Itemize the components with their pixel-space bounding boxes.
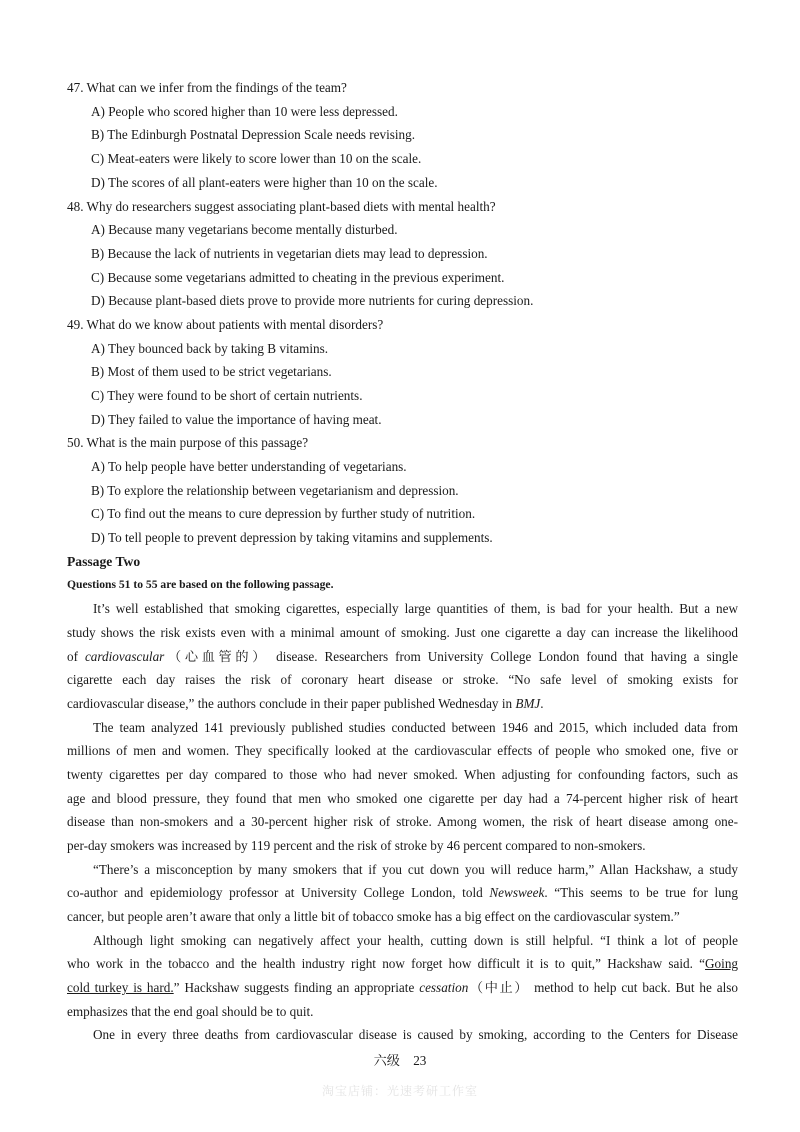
paragraph-line: twenty cigarettes per day compared to those who had never smoked. When adjusting for confounding factors, such as (67, 767, 738, 782)
chinese-gloss: （中止） (468, 980, 530, 995)
page-number: 23 (413, 1053, 427, 1068)
term-cessation: cessation (419, 980, 469, 995)
exam-level: 六级 (373, 1053, 400, 1068)
question-stem: 49. What do we know about patients with mental disorders? (67, 317, 384, 332)
paragraph-line: millions of men and women. They specifically looked at the cardiovascular effects of people who smoked one, five or (67, 743, 738, 758)
option-d: D) To tell people to prevent depression by taking vitamins and supplements. (91, 530, 493, 545)
paragraph-line: disease than non-smokers and a 30-percent higher risk of stroke. Among women, the risk of heart disease among one- (67, 814, 738, 829)
passage-title: Passage Two (67, 554, 141, 569)
option-b: B) Most of them used to be strict vegetarians. (91, 364, 332, 379)
chinese-gloss: （心血管的） (164, 649, 270, 664)
paragraph-line (67, 980, 738, 996)
option-a: A) They bounced back by taking B vitamins. (91, 341, 329, 356)
page-footer (0, 1050, 800, 1069)
option-c: C) They were found to be short of certain nutrients. (91, 388, 363, 403)
option-d: D) They failed to value the importance of having meat. (91, 412, 382, 427)
paragraph-line (67, 649, 738, 665)
text-run: . “This seems to be true for lung (544, 885, 738, 900)
paragraph-line (67, 956, 738, 972)
option-d: D) Because plant-based diets prove to provide more nutrients for curing depression. (91, 293, 534, 308)
paragraph-line: study shows the risk exists even with a minimal amount of smoking. Just one cigarette a day can increase the likelihood (67, 625, 738, 640)
option-a: A) Because many vegetarians become mentally disturbed. (91, 222, 398, 237)
text-run: method to help cut back. But he also (529, 980, 739, 995)
paragraph-line: cancer, but people aren’t aware that only a little bit of tobacco smoke has a big effect on the cardiovascular system.” (67, 909, 680, 924)
option-b: B) To explore the relationship between vegetarianism and depression. (91, 483, 459, 498)
paragraph-line: “There’s a misconception by many smokers that if you cut down you will reduce harm,” Allan Hackshaw, a study (93, 862, 738, 877)
underlined-phrase: cold turkey is hard. (67, 980, 174, 995)
paragraph-line: Although light smoking can negatively affect your health, cutting down is still helpful. “I think a lot of people (93, 933, 738, 948)
source-newsweek: Newsweek (489, 885, 545, 900)
question-stem: 47. What can we infer from the findings of the team? (67, 80, 347, 95)
text-run: co-author and epidemiology professor at University College London, told (67, 885, 490, 900)
paragraph-line: cigarette each day raises the risk of coronary heart disease or stroke. “No safe level of smoking exists for (67, 672, 738, 687)
watermark: 淘宝店铺：光速考研工作室 (321, 1084, 478, 1098)
option-c: C) Because some vegetarians admitted to cheating in the previous experiment. (91, 270, 505, 285)
text-run: who work in the tobacco and the health industry right now forget how difficult it is to quit,” Hackshaw said. “ (67, 956, 706, 971)
term-cardiovascular: cardiovascular (84, 649, 165, 664)
text-run: disease. Researchers from University College London found that having a single (269, 649, 738, 664)
journal-name: BMJ (515, 696, 541, 711)
question-stem: 48. Why do researchers suggest associating plant-based diets with mental health? (67, 199, 496, 214)
paragraph-line: The team analyzed 141 previously published studies conducted between 1946 and 2015, which included data from (93, 720, 738, 735)
paragraph-line: age and blood pressure, they found that men who smoked one cigarette per day had a 74-percent higher risk of heart (67, 791, 738, 806)
paragraph-line: One in every three deaths from cardiovascular disease is caused by smoking, according to the Centers for Disease (93, 1027, 738, 1042)
text-run: . (540, 696, 544, 711)
option-c: C) Meat-eaters were likely to score lower than 10 on the scale. (91, 151, 422, 166)
option-a: A) To help people have better understanding of vegetarians. (91, 459, 407, 474)
underlined-phrase: Going (705, 956, 738, 971)
option-a: A) People who scored higher than 10 were less depressed. (91, 104, 398, 119)
question-stem: 50. What is the main purpose of this passage? (67, 435, 309, 450)
passage-instruction: Questions 51 to 55 are based on the following passage. (67, 578, 334, 591)
option-d: D) The scores of all plant-eaters were higher than 10 on the scale. (91, 175, 438, 190)
text-run: cardiovascular disease,” the authors conclude in their paper published Wednesday in (67, 696, 516, 711)
text-run: of (67, 649, 85, 664)
paragraph-line (67, 696, 738, 712)
paragraph-line: It’s well established that smoking cigarettes, especially large quantities of them, is bad for your health. But a new (93, 601, 738, 616)
paragraph-line: per-day smokers was increased by 119 percent and the risk of stroke by 46 percent compared to non-smokers. (67, 838, 646, 853)
text-run: ” Hackshaw suggests finding an appropriate (173, 980, 420, 995)
option-b: B) Because the lack of nutrients in vegetarian diets may lead to depression. (91, 246, 488, 261)
paragraph-line (67, 885, 738, 901)
option-c: C) To find out the means to cure depression by further study of nutrition. (91, 506, 476, 521)
paragraph-line: emphasizes that the end goal should be to quit. (67, 1004, 314, 1019)
option-b: B) The Edinburgh Postnatal Depression Scale needs revising. (91, 127, 416, 142)
